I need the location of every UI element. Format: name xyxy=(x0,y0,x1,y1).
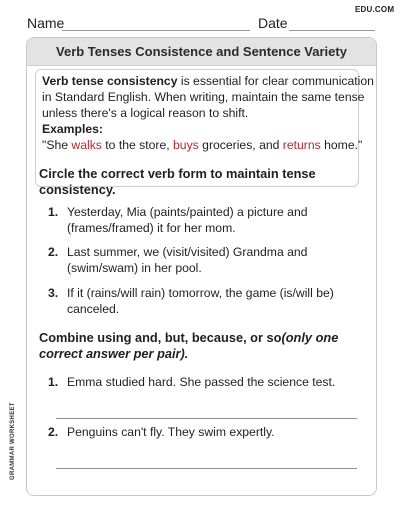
worksheet-card xyxy=(26,37,377,496)
page-title: Verb Tenses Consistence and Sentence Variety xyxy=(56,44,347,59)
logo-brand: EDU xyxy=(355,5,373,14)
item-number: 1. xyxy=(48,375,59,389)
example-close: home." xyxy=(320,138,363,152)
title-bar xyxy=(27,38,376,66)
section2-heading-line2 xyxy=(39,345,188,362)
intro-line-1-rest: is essential for clear communication xyxy=(177,74,374,88)
logo xyxy=(355,5,394,14)
section1-heading-line1: Circle the correct verb form to maintain tense xyxy=(39,166,316,181)
example-sentence xyxy=(42,137,362,153)
section2-heading-main: Combine using and, but, because, or so xyxy=(39,330,282,345)
question-3-line1: If it (rains/will rain) tomorrow, the game (is/will be) xyxy=(67,286,334,300)
example-mid-2: groceries, and xyxy=(198,138,283,152)
intro-line-1 xyxy=(42,73,374,89)
combine-1-text: Emma studied hard. She passed the science test. xyxy=(67,375,336,389)
answer-line-1[interactable] xyxy=(56,418,357,419)
question-2-line1: Last summer, we (visit/visited) Grandma and xyxy=(67,245,308,259)
item-number: 3. xyxy=(48,286,59,300)
example-open: "She xyxy=(42,138,72,152)
item-number: 2. xyxy=(48,245,59,259)
logo-suffix: .COM xyxy=(372,5,395,14)
answer-line-2[interactable] xyxy=(56,468,357,469)
example-mid-1: to the store, xyxy=(101,138,174,152)
section1-heading-line2: consistency. xyxy=(39,182,116,197)
intro-term: Verb tense consistency xyxy=(42,74,178,88)
example-verb-buys: buys xyxy=(173,138,199,152)
side-label: GRAMMAR WORKSHEET xyxy=(10,402,16,480)
date-label: Date xyxy=(258,15,288,31)
combine-2-text: Penguins can't fly. They swim expertly. xyxy=(67,425,275,439)
examples-label: Examples: xyxy=(42,122,103,136)
section2-heading-note: (only one xyxy=(281,330,339,345)
intro-line-3: unless there's a logical reason to shift. xyxy=(42,106,249,120)
question-1-line1: Yesterday, Mia (paints/painted) a picture and xyxy=(67,205,308,219)
item-number: 2. xyxy=(48,425,59,439)
example-verb-returns: returns xyxy=(282,138,321,152)
date-line[interactable] xyxy=(289,30,375,31)
question-3-line2: canceled. xyxy=(67,302,120,316)
item-number: 1. xyxy=(48,205,59,219)
question-1-line2: (frames/framed) it for her mom. xyxy=(67,221,236,235)
name-line[interactable] xyxy=(62,30,250,31)
question-2-line2: (swim/swam) in her pool. xyxy=(67,261,202,275)
intro-line-2: in Standard English. When writing, maintain the same tense xyxy=(42,90,365,104)
section2-heading-line1 xyxy=(39,329,338,346)
name-label: Name xyxy=(27,15,65,31)
example-verb-walks: walks xyxy=(71,138,102,152)
section2-heading-note-2: correct answer per pair). xyxy=(39,346,189,361)
